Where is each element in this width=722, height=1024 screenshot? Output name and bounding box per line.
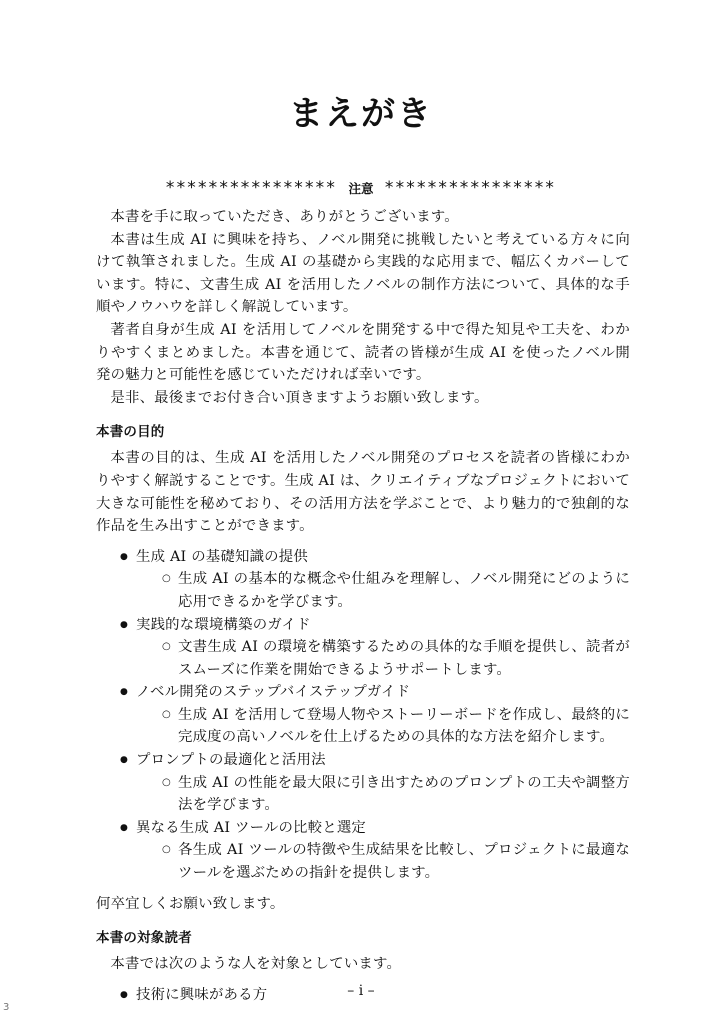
list-item-label: プロンプトの最適化と活用法 bbox=[136, 752, 326, 769]
list-item bbox=[122, 817, 630, 885]
sub-list-item: ○ 生成 AI を活用して登場人物やストーリーボードを作成し、最終的に完成度の高いノベルを仕上げるための具体的な方法を紹介します。 bbox=[162, 704, 630, 749]
notice-stars-left: **************** bbox=[165, 178, 338, 198]
list-item bbox=[122, 681, 630, 749]
sub-list bbox=[136, 839, 630, 884]
list-item-label: 実践的な環境構築のガイド bbox=[136, 616, 311, 633]
list-item: ● 技術に興味がある方 bbox=[122, 984, 630, 1007]
purpose-list bbox=[96, 546, 630, 885]
sub-list bbox=[136, 772, 630, 817]
corner-page-index: 3 bbox=[3, 1002, 10, 1013]
intro-paragraph: 本書は生成 AI に興味を持ち、ノベル開発に挑戦したいと考えている方々に向けて執筆されました。生成 AI の基礎から実践的な応用まで、幅広くカバーしています。特に、文書生成 AI を活用したノベルの制作方法について、具体的な手順やノウハウを詳しく解説しています。 bbox=[96, 231, 630, 316]
purpose-paragraph: 本書の目的は、生成 AI を活用したノベル開発のプロセスを読者の皆様にわかりやすく解説することです。生成 AI は、クリエイティブなプロジェクトにおいて大きな可能性を秘めており、その活用方法を学ぶことで、より魅力的で独創的な作品を生み出すことができます。 bbox=[96, 450, 630, 535]
body-text bbox=[96, 206, 630, 1014]
sub-list-item: ○ 生成 AI の性能を最大限に引き出すためのプロンプトの工夫や調整方法を学びます。 bbox=[162, 772, 630, 817]
intro-paragraph: 是非、最後までお付き合い頂きますようお願い致します。 bbox=[110, 389, 489, 406]
sub-list-item: ○ 各生成 AI ツールの特徴や生成結果を比較し、プロジェクトに最適なツールを選ぶための指針を提供します。 bbox=[162, 839, 630, 884]
section-heading-purpose: 本書の目的 bbox=[96, 424, 165, 441]
section-heading-audience: 本書の対象読者 bbox=[96, 930, 192, 947]
intro-paragraph: 著者自身が生成 AI を活用してノベルを開発する中で得た知見や工夫を、わかりやすくまとめました。本書を通じて、読者の皆様が生成 AI を使ったノベル開発の魅力と可能性を感じていただければ幸いです。 bbox=[96, 321, 630, 384]
notice-stars-right: **************** bbox=[384, 178, 557, 198]
audience-paragraph: 本書では次のような人を対象としています。 bbox=[110, 956, 402, 973]
list-item-label: ノベル開発のステップバイステップガイド bbox=[136, 684, 411, 701]
list-item bbox=[122, 614, 630, 682]
page-number: – i – bbox=[347, 983, 375, 999]
notice-label: 注意 bbox=[348, 181, 374, 196]
list-item bbox=[122, 546, 630, 614]
list-item-label: 異なる生成 AI ツールの比較と選定 bbox=[136, 819, 367, 836]
sub-list-item: ○ 文書生成 AI の環境を構築するための具体的な手順を提供し、読者がスムーズに作業を開始できるようサポートします。 bbox=[162, 636, 630, 681]
page-title: まえがき bbox=[289, 94, 433, 134]
list-item-label: 生成 AI の基礎知識の提供 bbox=[136, 548, 308, 565]
closing-line: 何卒宜しくお願い致します。 bbox=[96, 895, 285, 912]
notice-banner bbox=[0, 176, 722, 201]
sub-list bbox=[136, 704, 630, 749]
sub-list bbox=[136, 636, 630, 681]
list-item bbox=[122, 749, 630, 817]
sub-list-item: ○ 生成 AI の基本的な概念や仕組みを理解し、ノベル開発にどのように応用できるかを学びます。 bbox=[162, 568, 630, 613]
intro-paragraph: 本書を手に取っていただき、ありがとうございます。 bbox=[110, 209, 459, 225]
sub-list bbox=[136, 568, 630, 613]
